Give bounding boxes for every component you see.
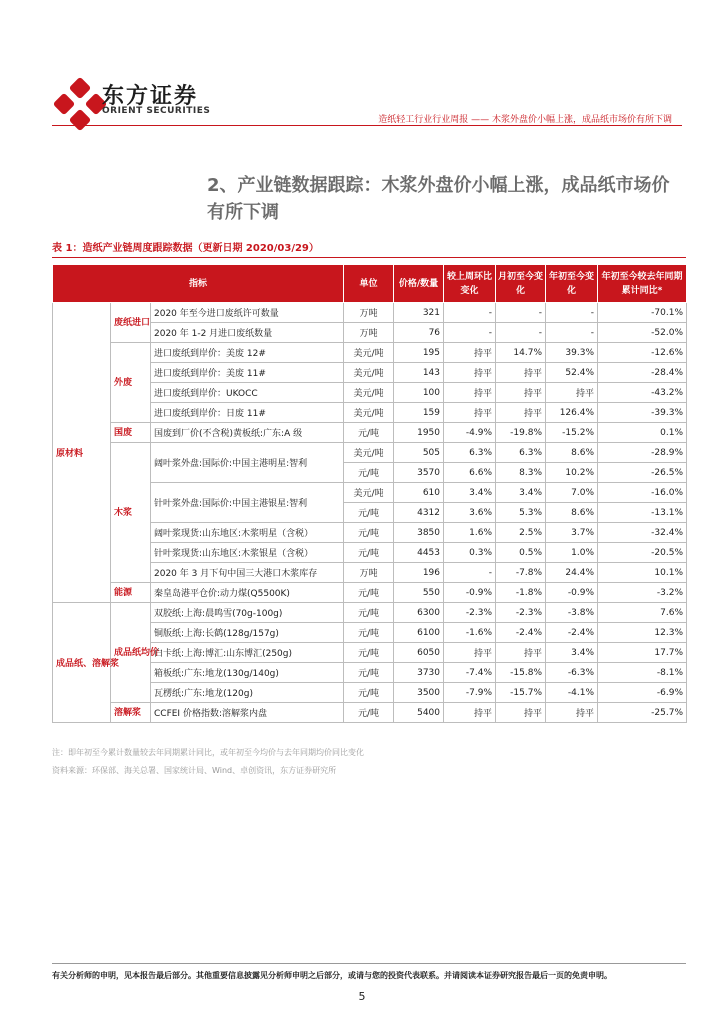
value: 195: [394, 343, 444, 363]
value: 550: [394, 583, 444, 603]
ytd-change: 持平: [546, 383, 598, 403]
mtd-change: 持平: [496, 403, 546, 423]
mtd-change: -1.8%: [496, 583, 546, 603]
category-raw-materials: 原材料: [53, 303, 111, 603]
wow-change: 1.6%: [444, 523, 496, 543]
unit: 元/吨: [344, 503, 394, 523]
unit: 美元/吨: [344, 383, 394, 403]
unit: 元/吨: [344, 543, 394, 563]
ytd-yoy: -13.1%: [598, 503, 687, 523]
wow-change: 持平: [444, 703, 496, 723]
mtd-change: 持平: [496, 363, 546, 383]
subcategory-dissolving-pulp: 溶解浆: [111, 703, 151, 723]
unit: 元/吨: [344, 703, 394, 723]
unit: 元/吨: [344, 663, 394, 683]
ytd-change: 3.7%: [546, 523, 598, 543]
ytd-yoy: -39.3%: [598, 403, 687, 423]
indicator: 进口废纸到岸价：美废 11#: [151, 363, 344, 383]
wow-change: 3.4%: [444, 483, 496, 503]
ytd-change: 8.6%: [546, 443, 598, 463]
mtd-change: -: [496, 303, 546, 323]
ytd-change: -: [546, 323, 598, 343]
wow-change: -2.3%: [444, 603, 496, 623]
value: 1950: [394, 423, 444, 443]
brand-name-en: ORIENT SECURITIES: [102, 106, 211, 116]
ytd-yoy: -25.7%: [598, 703, 687, 723]
orient-logo-icon: [52, 76, 108, 132]
header-value: 价格/数量: [394, 265, 444, 303]
wow-change: -: [444, 303, 496, 323]
subcategory-energy: 能源: [111, 583, 151, 603]
indicator: 瓦楞纸:广东:地龙(120g): [151, 683, 344, 703]
ytd-change: 39.3%: [546, 343, 598, 363]
indicator: 进口废纸到岸价：日废 11#: [151, 403, 344, 423]
indicator: 铜版纸:上海:长鹤(128g/157g): [151, 623, 344, 643]
mtd-change: 5.3%: [496, 503, 546, 523]
header-indicator: 指标: [53, 265, 344, 303]
wow-change: 持平: [444, 383, 496, 403]
header-mtd: 月初至今变化: [496, 265, 546, 303]
section-title: 2、产业链数据跟踪：木浆外盘价小幅上涨，成品纸市场价有所下调: [207, 175, 670, 223]
table-row: [53, 343, 687, 363]
indicator: 秦皇岛港平仓价:动力煤(Q5500K): [151, 583, 344, 603]
unit: 元/吨: [344, 423, 394, 443]
value: 100: [394, 383, 444, 403]
indicator: 阔叶浆现货:山东地区:木浆明星（含税）: [151, 523, 344, 543]
ytd-yoy: 12.3%: [598, 623, 687, 643]
table-header-row: [53, 265, 687, 303]
wow-change: -: [444, 323, 496, 343]
unit: 美元/吨: [344, 403, 394, 423]
wow-change: 持平: [444, 343, 496, 363]
brand-name-cn: 东方证券: [102, 84, 199, 109]
indicator: 针叶浆外盘:国际价:中国主港银星:智利: [151, 483, 344, 523]
ytd-change: 126.4%: [546, 403, 598, 423]
value: 3570: [394, 463, 444, 483]
ytd-yoy: -28.4%: [598, 363, 687, 383]
ytd-yoy: -6.9%: [598, 683, 687, 703]
value: 6100: [394, 623, 444, 643]
table-row: [53, 443, 687, 463]
value: 3850: [394, 523, 444, 543]
header-separator: ——: [471, 115, 490, 125]
header-unit: 单位: [344, 265, 394, 303]
mtd-change: -: [496, 323, 546, 343]
mtd-change: -2.3%: [496, 603, 546, 623]
header-report: 造纸轻工行业行业周报: [378, 115, 469, 125]
wow-change: -7.4%: [444, 663, 496, 683]
table-caption: 表 1：造纸产业链周度跟踪数据（更新日期 2020/03/29）: [52, 243, 319, 254]
ytd-change: 10.2%: [546, 463, 598, 483]
wow-change: 3.6%: [444, 503, 496, 523]
header-divider: [52, 125, 682, 126]
unit: 元/吨: [344, 603, 394, 623]
value: 6050: [394, 643, 444, 663]
indicator: 进口废纸到岸价：UKOCC: [151, 383, 344, 403]
ytd-change: -2.4%: [546, 623, 598, 643]
mtd-change: -15.7%: [496, 683, 546, 703]
table-row: [53, 603, 687, 623]
ytd-yoy: 17.7%: [598, 643, 687, 663]
footer-divider: [52, 963, 686, 964]
unit: 万吨: [344, 303, 394, 323]
wow-change: 持平: [444, 403, 496, 423]
indicator: CCFEI 价格指数:溶解浆内盘: [151, 703, 344, 723]
mtd-change: 持平: [496, 643, 546, 663]
value: 3730: [394, 663, 444, 683]
unit: 美元/吨: [344, 363, 394, 383]
ytd-yoy: -43.2%: [598, 383, 687, 403]
ytd-change: -6.3%: [546, 663, 598, 683]
table-row: [53, 703, 687, 723]
wow-change: -0.9%: [444, 583, 496, 603]
ytd-yoy: -52.0%: [598, 323, 687, 343]
table-row: [53, 583, 687, 603]
ytd-change: 持平: [546, 703, 598, 723]
mtd-change: 0.5%: [496, 543, 546, 563]
industry-chain-table: [52, 264, 687, 723]
ytd-yoy: -8.1%: [598, 663, 687, 683]
table-row: [53, 423, 687, 443]
unit: 万吨: [344, 323, 394, 343]
ytd-change: 1.0%: [546, 543, 598, 563]
mtd-change: 持平: [496, 703, 546, 723]
unit: 元/吨: [344, 683, 394, 703]
value: 5400: [394, 703, 444, 723]
header-ytd: 年初至今变化: [546, 265, 598, 303]
ytd-yoy: -20.5%: [598, 543, 687, 563]
indicator: 进口废纸到岸价：美废 12#: [151, 343, 344, 363]
unit: 元/吨: [344, 623, 394, 643]
value: 159: [394, 403, 444, 423]
running-header: [378, 112, 672, 125]
subcategory-foreign-waste: 外废: [111, 343, 151, 423]
value: 4312: [394, 503, 444, 523]
header-subtitle: 木浆外盘价小幅上涨，成品纸市场价有所下调: [491, 115, 672, 125]
ytd-change: 8.6%: [546, 503, 598, 523]
subcategory-finished-paper-price: 成品纸均价: [111, 603, 151, 703]
indicator: 针叶浆现货:山东地区:木浆银星（含税）: [151, 543, 344, 563]
value: 3500: [394, 683, 444, 703]
wow-change: 持平: [444, 363, 496, 383]
indicator: 阔叶浆外盘:国际价:中国主港明星:智利: [151, 443, 344, 483]
wow-change: 持平: [444, 643, 496, 663]
mtd-change: 3.4%: [496, 483, 546, 503]
wow-change: -7.9%: [444, 683, 496, 703]
mtd-change: -7.8%: [496, 563, 546, 583]
ytd-yoy: -28.9%: [598, 443, 687, 463]
page-number: 5: [358, 990, 366, 1003]
mtd-change: -15.8%: [496, 663, 546, 683]
header-ytd-yoy: 年初至今较去年同期累计同比*: [598, 265, 687, 303]
ytd-yoy: -16.0%: [598, 483, 687, 503]
wow-change: -4.9%: [444, 423, 496, 443]
ytd-change: -4.1%: [546, 683, 598, 703]
ytd-change: -0.9%: [546, 583, 598, 603]
table-row: [53, 303, 687, 323]
subcategory-waste-paper-import: 废纸进口: [111, 303, 151, 343]
unit: 元/吨: [344, 523, 394, 543]
indicator: 国废到厂价(不含税)黄板纸:广东:A 级: [151, 423, 344, 443]
indicator: 箱板纸:广东:地龙(130g/140g): [151, 663, 344, 683]
unit: 美元/吨: [344, 483, 394, 503]
table-source: 资料来源：环保部、海关总署、国家统计局、Wind、卓创资讯，东方证券研究所: [52, 766, 337, 775]
value: 4453: [394, 543, 444, 563]
unit: 美元/吨: [344, 343, 394, 363]
ytd-yoy: -70.1%: [598, 303, 687, 323]
footer-disclaimer: 有关分析师的申明，见本报告最后部分。其他重要信息披露见分析师申明之后部分，或请与您的投资代表联系。并请阅读本证券研究报告最后一页的免责申明。: [52, 971, 612, 980]
indicator: 双胶纸:上海:晨鸣雪(70g-100g): [151, 603, 344, 623]
mtd-change: 2.5%: [496, 523, 546, 543]
mtd-change: 6.3%: [496, 443, 546, 463]
ytd-change: 3.4%: [546, 643, 598, 663]
wow-change: -1.6%: [444, 623, 496, 643]
value: 143: [394, 363, 444, 383]
ytd-change: -: [546, 303, 598, 323]
value: 321: [394, 303, 444, 323]
table-note: 注：即年初至今累计数量较去年同期累计同比，或年初至今均价与去年同期均价同比变化: [52, 748, 364, 757]
caption-divider: [52, 257, 686, 258]
ytd-change: 24.4%: [546, 563, 598, 583]
header-wow: 较上周环比变化: [444, 265, 496, 303]
value: 76: [394, 323, 444, 343]
subcategory-domestic-waste: 国废: [111, 423, 151, 443]
value: 610: [394, 483, 444, 503]
indicator: 2020 年至今进口废纸许可数量: [151, 303, 344, 323]
subcategory-wood-pulp: 木浆: [111, 443, 151, 583]
ytd-yoy: -32.4%: [598, 523, 687, 543]
ytd-yoy: 0.1%: [598, 423, 687, 443]
wow-change: 6.3%: [444, 443, 496, 463]
ytd-change: -15.2%: [546, 423, 598, 443]
ytd-yoy: 10.1%: [598, 563, 687, 583]
wow-change: 6.6%: [444, 463, 496, 483]
indicator: 2020 年 1-2 月进口废纸数量: [151, 323, 344, 343]
wow-change: -: [444, 563, 496, 583]
mtd-change: -2.4%: [496, 623, 546, 643]
indicator: 白卡纸:上海:博汇:山东博汇(250g): [151, 643, 344, 663]
value: 505: [394, 443, 444, 463]
unit: 万吨: [344, 563, 394, 583]
ytd-yoy: -26.5%: [598, 463, 687, 483]
ytd-change: 52.4%: [546, 363, 598, 383]
wow-change: 0.3%: [444, 543, 496, 563]
category-finished-paper: 成品纸、溶解浆: [53, 603, 111, 723]
ytd-change: -3.8%: [546, 603, 598, 623]
mtd-change: 8.3%: [496, 463, 546, 483]
unit: 元/吨: [344, 463, 394, 483]
unit: 元/吨: [344, 583, 394, 603]
mtd-change: 持平: [496, 383, 546, 403]
indicator: 2020 年 3 月下旬中国三大港口木浆库存: [151, 563, 344, 583]
mtd-change: 14.7%: [496, 343, 546, 363]
value: 6300: [394, 603, 444, 623]
unit: 元/吨: [344, 643, 394, 663]
ytd-yoy: -3.2%: [598, 583, 687, 603]
value: 196: [394, 563, 444, 583]
mtd-change: -19.8%: [496, 423, 546, 443]
ytd-yoy: -12.6%: [598, 343, 687, 363]
ytd-change: 7.0%: [546, 483, 598, 503]
unit: 美元/吨: [344, 443, 394, 463]
ytd-yoy: 7.6%: [598, 603, 687, 623]
